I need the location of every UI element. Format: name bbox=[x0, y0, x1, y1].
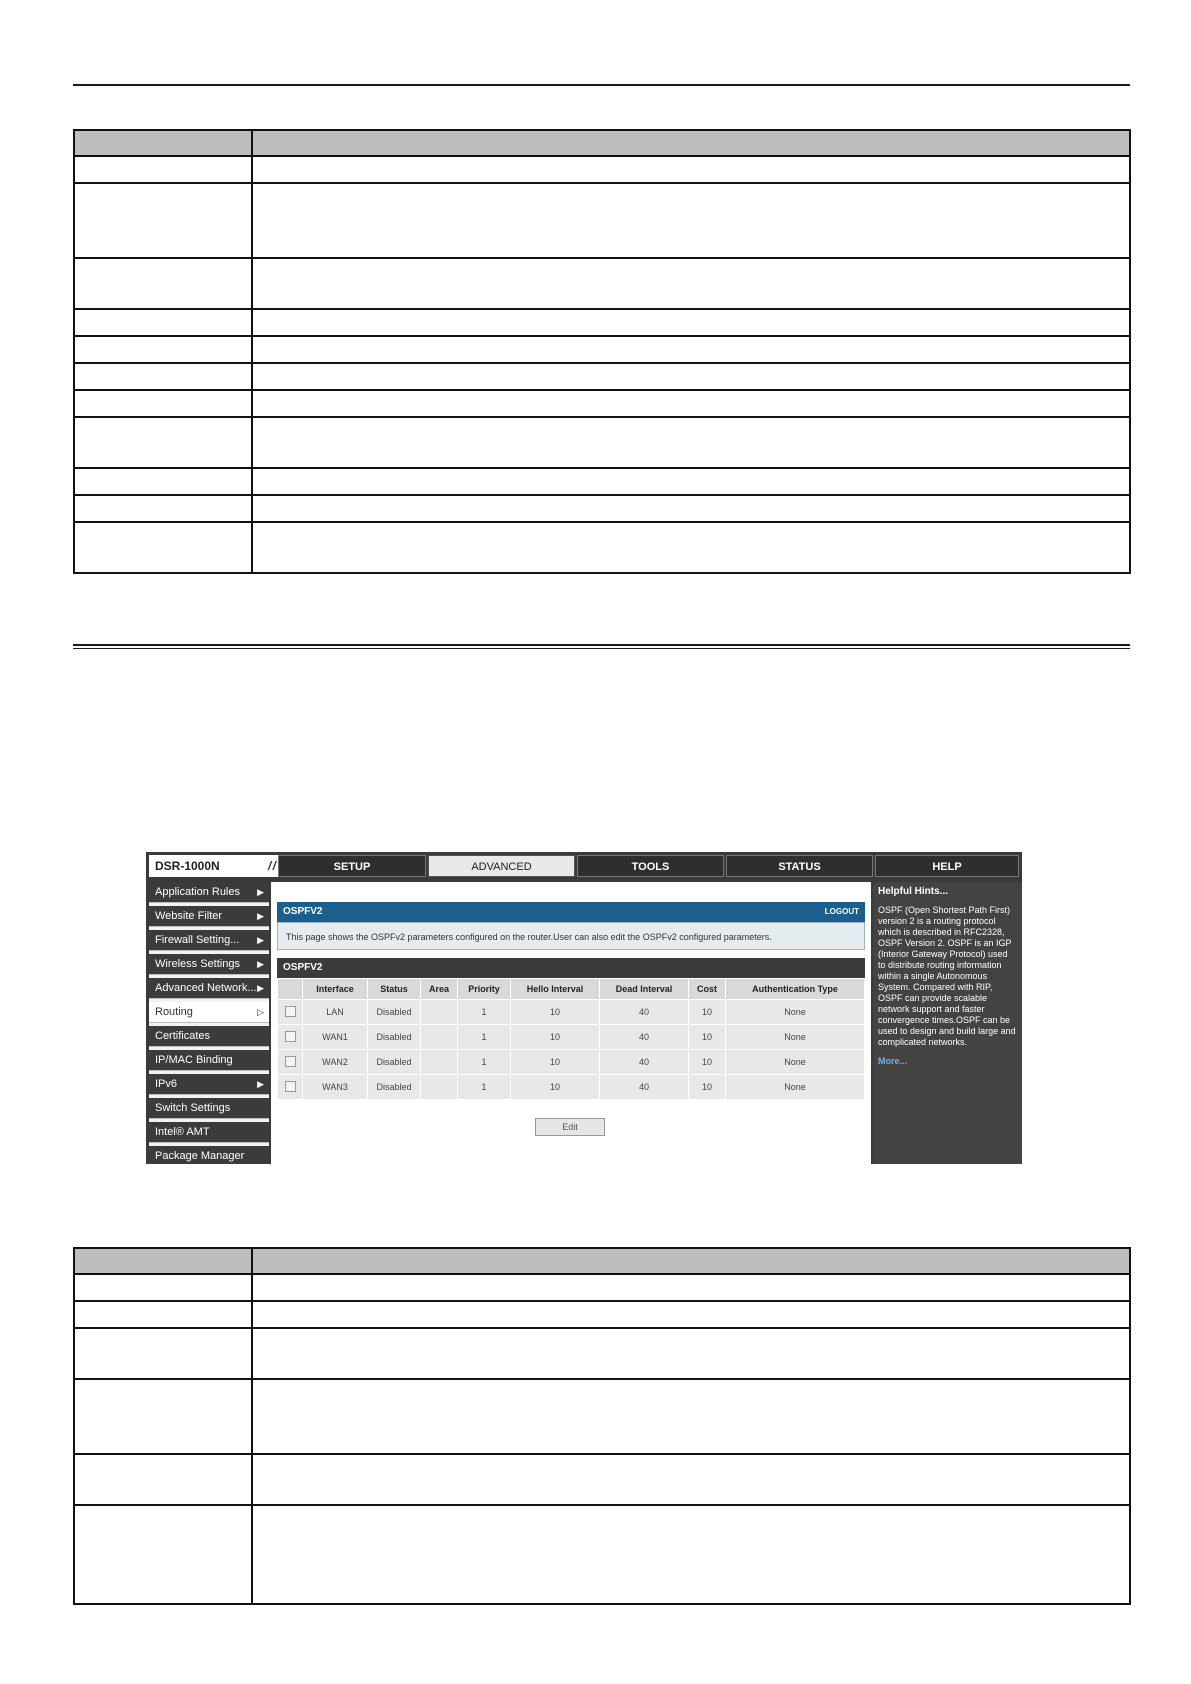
help-more-link[interactable]: More... bbox=[878, 1056, 908, 1066]
cell: 10 bbox=[689, 1050, 726, 1075]
sidebar-item-label: Firewall Setting... bbox=[155, 934, 240, 946]
cell: 10 bbox=[689, 1025, 726, 1050]
edit-button[interactable]: Edit bbox=[535, 1118, 605, 1136]
sidebar-item-label: Certificates bbox=[155, 1030, 211, 1042]
row-checkbox[interactable] bbox=[285, 1081, 296, 1092]
cell: 1 bbox=[458, 1075, 511, 1100]
field-description-table-1 bbox=[73, 129, 1131, 574]
column-header: Authentication Type bbox=[726, 979, 865, 1000]
page-title: OSPFV2 bbox=[283, 906, 323, 917]
cell: 1 bbox=[458, 1000, 511, 1025]
product-logo bbox=[149, 855, 279, 877]
select-column-header bbox=[278, 979, 303, 1000]
sidebar-item-certificates[interactable] bbox=[149, 1026, 269, 1047]
row-select-cell[interactable] bbox=[278, 1000, 303, 1025]
cell: None bbox=[726, 1075, 865, 1100]
top-navigation bbox=[146, 852, 1022, 880]
cell: LAN bbox=[303, 1000, 368, 1025]
cell: 10 bbox=[511, 1025, 600, 1050]
row-select-cell[interactable] bbox=[278, 1075, 303, 1100]
cell: 10 bbox=[511, 1075, 600, 1100]
cell: 40 bbox=[600, 1075, 689, 1100]
section-rule-lower bbox=[73, 648, 1130, 649]
sidebar-item-advanced-network[interactable] bbox=[149, 978, 269, 999]
cell bbox=[421, 1075, 458, 1100]
sidebar-item-package-manager[interactable] bbox=[149, 1146, 269, 1164]
panel-header bbox=[277, 902, 865, 922]
sidebar-item-switch-settings[interactable] bbox=[149, 1098, 269, 1119]
cell bbox=[421, 1025, 458, 1050]
table-row[interactable] bbox=[278, 1050, 865, 1075]
cell: Disabled bbox=[368, 1075, 421, 1100]
header-rule bbox=[73, 84, 1130, 86]
cell: WAN1 bbox=[303, 1025, 368, 1050]
cell: Disabled bbox=[368, 1050, 421, 1075]
cell: 10 bbox=[689, 1075, 726, 1100]
cell: 1 bbox=[458, 1050, 511, 1075]
column-header: Area bbox=[421, 979, 458, 1000]
sidebar-item-label: Website Filter bbox=[155, 910, 223, 922]
chevron-right-icon: ▶ bbox=[257, 983, 264, 993]
ospfv2-table bbox=[277, 978, 865, 1100]
logo-text: DSR-1000N bbox=[155, 859, 220, 873]
page-description: This page shows the OSPFv2 parameters configured on the router.User can also edit the OSPFv2 configured parameters. bbox=[277, 922, 865, 950]
sidebar-item-firewall-settings[interactable] bbox=[149, 930, 269, 951]
sidebar-item-label: Wireless Settings bbox=[155, 958, 240, 970]
cell: 1 bbox=[458, 1025, 511, 1050]
tab-status[interactable]: STATUS bbox=[726, 855, 873, 877]
tab-advanced[interactable]: ADVANCED bbox=[428, 855, 575, 877]
column-header: Status bbox=[368, 979, 421, 1000]
sidebar-item-label: Advanced Network... bbox=[155, 982, 257, 994]
table-header-row bbox=[278, 979, 865, 1000]
help-panel bbox=[873, 882, 1022, 1164]
cell: WAN2 bbox=[303, 1050, 368, 1075]
logout-link[interactable]: LOGOUT bbox=[824, 907, 859, 916]
sidebar-item-application-rules[interactable] bbox=[149, 882, 269, 903]
row-checkbox[interactable] bbox=[285, 1031, 296, 1042]
chevron-right-icon: ▶ bbox=[257, 935, 264, 945]
cell: 10 bbox=[689, 1000, 726, 1025]
cell: None bbox=[726, 1000, 865, 1025]
sidebar-item-label: IPv6 bbox=[155, 1078, 178, 1090]
row-select-cell[interactable] bbox=[278, 1025, 303, 1050]
column-header: Dead Interval bbox=[600, 979, 689, 1000]
sidebar-item-label: Intel® AMT bbox=[155, 1126, 210, 1138]
chevron-right-outline-icon: ▷ bbox=[257, 1007, 264, 1017]
help-text: OSPF (Open Shortest Path First) version 2 is a routing protocol which is described in RFC2328, OSPF Version 2. OSPF is an IGP (Interior Gateway Protocol) used to distribute routing information within a single Autonomous System. Compared with RIP, OSPF can provide scalable network support and faster convergence times.OSPF can be used to design and build large and complicated networks. bbox=[878, 905, 1016, 1047]
column-header: Cost bbox=[689, 979, 726, 1000]
sidebar-item-routing[interactable] bbox=[149, 1002, 269, 1023]
logo-slash-decoration: / / bbox=[267, 859, 275, 873]
table-row[interactable] bbox=[278, 1025, 865, 1050]
cell: 40 bbox=[600, 1025, 689, 1050]
chevron-right-icon: ▶ bbox=[257, 911, 264, 921]
section-rule bbox=[73, 644, 1130, 646]
column-header: Interface bbox=[303, 979, 368, 1000]
main-content bbox=[271, 882, 871, 1164]
chevron-right-icon: ▶ bbox=[257, 959, 264, 969]
sidebar bbox=[149, 882, 269, 1164]
column-header: Priority bbox=[458, 979, 511, 1000]
cell: 40 bbox=[600, 1000, 689, 1025]
cell: Disabled bbox=[368, 1025, 421, 1050]
cell bbox=[421, 1000, 458, 1025]
chevron-right-icon: ▶ bbox=[257, 1079, 264, 1089]
cell bbox=[421, 1050, 458, 1075]
help-title: Helpful Hints... bbox=[878, 886, 948, 897]
sidebar-item-ip-mac-binding[interactable] bbox=[149, 1050, 269, 1071]
sidebar-item-label: Package Manager bbox=[155, 1150, 245, 1162]
sidebar-item-label: Application Rules bbox=[155, 886, 240, 898]
table-row[interactable] bbox=[278, 1075, 865, 1100]
row-checkbox[interactable] bbox=[285, 1056, 296, 1067]
sidebar-item-intel-amt[interactable] bbox=[149, 1122, 269, 1143]
column-header: Hello Interval bbox=[511, 979, 600, 1000]
cell: 10 bbox=[511, 1000, 600, 1025]
row-checkbox[interactable] bbox=[285, 1006, 296, 1017]
field-description-table-2 bbox=[73, 1247, 1131, 1605]
cell: WAN3 bbox=[303, 1075, 368, 1100]
sidebar-item-label: IP/MAC Binding bbox=[155, 1054, 233, 1066]
tab-setup[interactable]: SETUP bbox=[278, 855, 426, 877]
cell: None bbox=[726, 1050, 865, 1075]
sidebar-item-ipv6[interactable] bbox=[149, 1074, 269, 1095]
tab-tools[interactable]: TOOLS bbox=[577, 855, 724, 877]
cell: Disabled bbox=[368, 1000, 421, 1025]
table-row[interactable] bbox=[278, 1000, 865, 1025]
sidebar-item-wireless-settings[interactable] bbox=[149, 954, 269, 975]
chevron-right-icon: ▶ bbox=[257, 887, 264, 897]
tab-help[interactable]: HELP bbox=[875, 855, 1019, 877]
sidebar-item-label: Switch Settings bbox=[155, 1102, 231, 1114]
cell: 10 bbox=[511, 1050, 600, 1075]
cell: None bbox=[726, 1025, 865, 1050]
row-select-cell[interactable] bbox=[278, 1050, 303, 1075]
table-title: OSPFV2 bbox=[277, 958, 865, 978]
sidebar-item-label: Routing bbox=[155, 1006, 193, 1018]
router-ui-screenshot bbox=[146, 852, 1022, 1164]
sidebar-item-website-filter[interactable] bbox=[149, 906, 269, 927]
cell: 40 bbox=[600, 1050, 689, 1075]
